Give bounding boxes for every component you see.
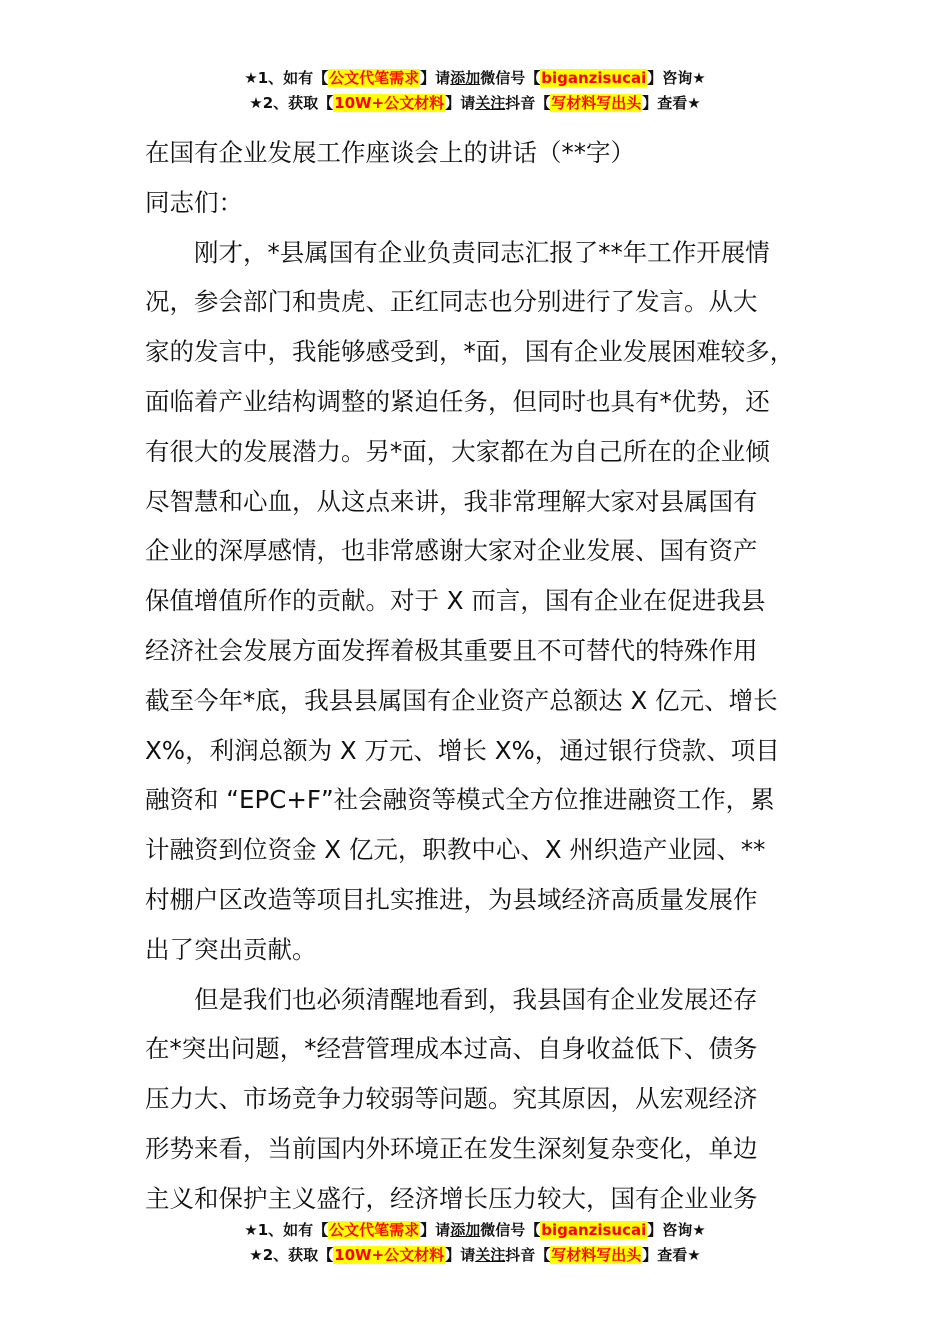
- banner-1-highlight-service: 公文代笔需求: [329, 1221, 420, 1239]
- banner-2-mid2: 抖音【: [505, 94, 551, 112]
- paragraph-line: 企业的深厚感情，也非常感谢大家对企业发展、国有资产: [145, 536, 758, 566]
- paragraph-line: 在*突出问题，*经营管理成本过高、自身收益低下、债务: [145, 1034, 758, 1064]
- banner-1-highlight-service: 公文代笔需求: [329, 69, 420, 87]
- paragraph-line: 村棚户区改造等项目扎实推进，为县域经济高质量发展作: [145, 884, 758, 914]
- footer-banner: [0, 1218, 950, 1268]
- header-banner: [0, 66, 950, 116]
- banner-2-prefix: ★2、获取【: [249, 1246, 334, 1264]
- banner-line-1: [0, 1218, 950, 1243]
- paragraph-line: 刚才，*县属国有企业负责同志汇报了**年工作开展情: [194, 237, 770, 267]
- banner-1-prefix: ★1、如有【: [244, 1221, 329, 1239]
- banner-2-mid: 】请: [445, 94, 476, 112]
- banner-2-suffix: 】查看★: [642, 94, 701, 112]
- paragraph-line: 融资和 “EPC+F”社会融资等模式全方位推进融资工作，累: [145, 785, 775, 815]
- paragraph-line: 保值增值所作的贡献。对于 X 而言，国有企业在促进我县: [145, 586, 766, 616]
- salutation: 同志们：: [145, 187, 243, 217]
- banner-1-mid: 】请: [420, 69, 451, 87]
- banner-2-mid: 】请: [445, 1246, 476, 1264]
- banner-2-highlight-douyin: 写材料写出头: [551, 94, 642, 112]
- paragraph-line: 计融资到位资金 X 亿元，职教中心、X 州织造产业园、**: [145, 835, 766, 865]
- paragraph-line: 但是我们也必须清醒地看到，我县国有企业发展还存: [194, 984, 758, 1014]
- paragraph-line: 压力大、市场竞争力较弱等问题。究其原因，从宏观经济: [145, 1084, 758, 1114]
- banner-line-2: [0, 1243, 950, 1268]
- paragraph-line: 出了突出贡献。: [145, 934, 317, 964]
- banner-2-underlined: 关注: [475, 94, 506, 112]
- paragraph-line: 有很大的发展潜力。另*面，大家都在为自己所在的企业倾: [145, 436, 770, 466]
- document-body: [145, 128, 835, 1224]
- banner-1-underlined: 添加: [450, 1221, 481, 1239]
- banner-2-highlight-douyin: 写材料写出头: [551, 1246, 642, 1264]
- banner-2-mid2: 抖音【: [505, 1246, 551, 1264]
- banner-2-underlined: 关注: [475, 1246, 506, 1264]
- paragraph-line: 面临着产业结构调整的紧迫任务，但同时也具有*优势，还: [145, 386, 770, 416]
- paragraph-1: [145, 228, 835, 975]
- paragraph-line: 尽智慧和心血，从这点来讲，我非常理解大家对县属国有: [145, 486, 758, 516]
- paragraph-line: 况，参会部门和贵虎、正红同志也分别进行了发言。从大: [145, 287, 758, 317]
- paragraph-line: 截至今年*底，我县县属国有企业资产总额达 X 亿元、增长: [145, 685, 778, 715]
- document-title: 在国有企业发展工作座谈会上的讲话（**字）: [145, 138, 635, 167]
- banner-1-highlight-wechat: biganzisucai: [541, 69, 647, 87]
- banner-1-underlined: 添加: [450, 69, 481, 87]
- banner-1-highlight-wechat: biganzisucai: [541, 1221, 647, 1239]
- paragraph-line: 形势来看，当前国内外环境正在发生深刻复杂变化，单边: [145, 1133, 758, 1163]
- paragraph-2: [145, 975, 835, 1224]
- banner-1-suffix: 】咨询★: [647, 1221, 706, 1239]
- banner-line-1: [0, 66, 950, 91]
- paragraph-line: 主义和保护主义盛行，经济增长压力较大，国有企业业务: [145, 1183, 758, 1213]
- banner-2-prefix: ★2、获取【: [249, 94, 334, 112]
- banner-1-mid2: 微信号【: [480, 69, 541, 87]
- banner-2-highlight-materials: 10W+公文材料: [334, 94, 445, 112]
- banner-1-suffix: 】咨询★: [647, 69, 706, 87]
- paragraph-line: X%，利润总额为 X 万元、增长 X%，通过银行贷款、项目: [145, 735, 780, 765]
- banner-1-mid: 】请: [420, 1221, 451, 1239]
- banner-2-suffix: 】查看★: [642, 1246, 701, 1264]
- paragraph-line: 经济社会发展方面发挥着极其重要且不可替代的特殊作用: [145, 635, 758, 665]
- paragraph-line: 家的发言中，我能够感受到，*面，国有企业发展困难较多，: [145, 337, 795, 367]
- banner-2-highlight-materials: 10W+公文材料: [334, 1246, 445, 1264]
- banner-line-2: [0, 91, 950, 116]
- banner-1-mid2: 微信号【: [480, 1221, 541, 1239]
- banner-1-prefix: ★1、如有【: [244, 69, 329, 87]
